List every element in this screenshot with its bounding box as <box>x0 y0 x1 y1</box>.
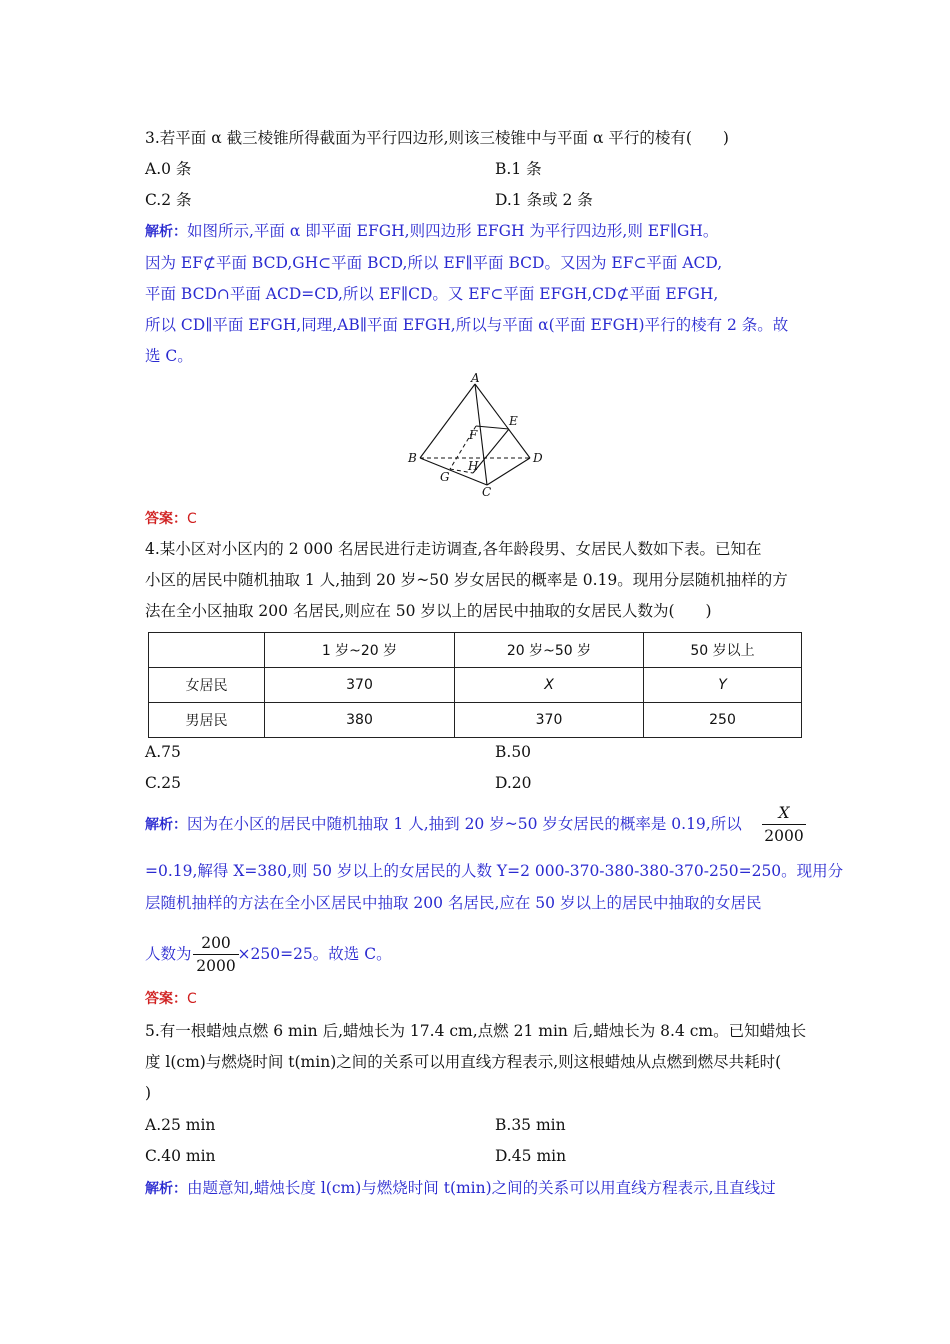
table-header-cell: 1 岁~20 岁 <box>265 633 455 668</box>
label-e: E <box>509 414 518 428</box>
q4-analysis-line: 解析：因为在小区的居民中随机抽取 1 人,抽到 20 岁~50 岁女居民的概率是 0.19,所以 <box>145 815 742 833</box>
q3-stem: 3.若平面 α 截三棱锥所得截面为平行四边形,则该三棱锥中与平面 α 平行的棱有( ) <box>145 129 729 147</box>
table-row <box>149 703 802 738</box>
q5-option-b: B.35 min <box>495 1116 566 1134</box>
label-d: D <box>533 451 543 465</box>
edge-ab <box>420 384 475 458</box>
table-cell: Y <box>644 668 802 703</box>
table-cell <box>149 633 265 668</box>
table-header-cell: 50 岁以上 <box>644 633 802 668</box>
fraction-denominator: 2000 <box>196 957 236 975</box>
label-g: G <box>440 470 450 484</box>
table-cell: 女居民 <box>149 668 265 703</box>
q4-option-d: D.20 <box>495 774 532 792</box>
q3-analysis-line: 因为 EF⊄平面 BCD,GH⊂平面 BCD,所以 EF∥平面 BCD。又因为 EF⊂平面 ACD, <box>145 254 723 272</box>
q4-option-b: B.50 <box>495 743 532 761</box>
table-row <box>149 668 802 703</box>
q4-option-a: A.75 <box>145 743 181 761</box>
edge-ad <box>475 384 530 458</box>
q3-analysis-line: 平面 BCD∩平面 ACD=CD,所以 EF∥CD。又 EF⊂平面 EFGH,CD⊄平面 EFGH, <box>145 285 719 303</box>
q5-option-a: A.25 min <box>145 1116 216 1134</box>
q4-analysis-line: 层随机抽样的方法在全小区居民中抽取 200 名居民,应在 50 岁以上的居民中抽取的女居民 <box>145 894 762 912</box>
edge-cd <box>487 458 530 485</box>
table-header-row <box>149 633 802 668</box>
q3-option-a: A.0 条 <box>145 160 192 178</box>
label-f: F <box>469 428 478 442</box>
analysis-label: 解析： <box>145 224 187 240</box>
q3-analysis-line: 选 C。 <box>145 347 193 365</box>
q3-analysis-line: 解析：如图所示,平面 α 即平面 EFGH,则四边形 EFGH 为平行四边形,则 EF∥GH。 <box>145 222 719 240</box>
q5-analysis-line: 解析：由题意知,蜡烛长度 l(cm)与燃烧时间 t(min)之间的关系可以用直线方程表示,且直线过 <box>145 1179 776 1197</box>
q4-answer: 答案：C <box>145 991 197 1007</box>
q5-stem-line: 度 l(cm)与燃烧时间 t(min)之间的关系可以用直线方程表示,则这根蜡烛从点燃到燃尽共耗时( <box>145 1053 782 1071</box>
q5-stem-line: 5.有一根蜡烛点燃 6 min 后,蜡烛长为 17.4 cm,点燃 21 min 后,蜡烛长为 8.4 cm。已知蜡烛长 <box>145 1022 807 1040</box>
q5-stem-line: ) <box>145 1084 152 1102</box>
label-h: H <box>468 459 479 473</box>
q3-answer: 答案：C <box>145 511 197 527</box>
q5-option-c: C.40 min <box>145 1147 216 1165</box>
label-a: A <box>471 371 480 385</box>
q4-stem-line: 4.某小区对小区内的 2 000 名居民进行走访调查,各年龄段男、女居民人数如下表。已知在 <box>145 540 762 558</box>
table-cell: 370 <box>265 668 455 703</box>
fraction-numerator: 200 <box>201 934 231 952</box>
q5-option-d: D.45 min <box>495 1147 567 1165</box>
table-cell: 250 <box>644 703 802 738</box>
q4-analysis-line: =0.19,解得 X=380,则 50 岁以上的女居民的人数 Y=2 000-370-380-380-370-250=250。现用分 <box>145 862 844 880</box>
fraction-numerator: X <box>778 804 790 822</box>
table-cell: 男居民 <box>149 703 265 738</box>
resident-table <box>148 632 802 738</box>
label-b: B <box>408 451 417 465</box>
q3-option-c: C.2 条 <box>145 191 192 209</box>
edge-ef <box>476 426 509 429</box>
table-cell: 380 <box>265 703 455 738</box>
fraction-x-over-2000 <box>762 803 806 846</box>
fraction-200-over-2000 <box>193 933 239 976</box>
q4-analysis-line: 人数为 ×250=25。故选 C。 <box>145 945 392 963</box>
table-cell: X <box>455 668 644 703</box>
q4-stem-line: 小区的居民中随机抽取 1 人,抽到 20 岁~50 岁女居民的概率是 0.19。现用分层随机抽样的方 <box>145 571 788 589</box>
table-header-cell: 20 岁~50 岁 <box>455 633 644 668</box>
q4-option-c: C.25 <box>145 774 181 792</box>
q3-option-b: B.1 条 <box>495 160 542 178</box>
table-cell: 370 <box>455 703 644 738</box>
q3-option-d: D.1 条或 2 条 <box>495 191 593 209</box>
label-c: C <box>482 485 492 499</box>
q4-stem-line: 法在全小区抽取 200 名居民,则应在 50 岁以上的居民中抽取的女居民人数为( ) <box>145 602 712 620</box>
q3-analysis-line: 所以 CD∥平面 EFGH,同理,AB∥平面 EFGH,所以与平面 α(平面 EFGH)平行的棱有 2 条。故 <box>145 316 789 334</box>
fraction-denominator: 2000 <box>764 827 804 845</box>
tetrahedron-figure <box>400 370 550 500</box>
